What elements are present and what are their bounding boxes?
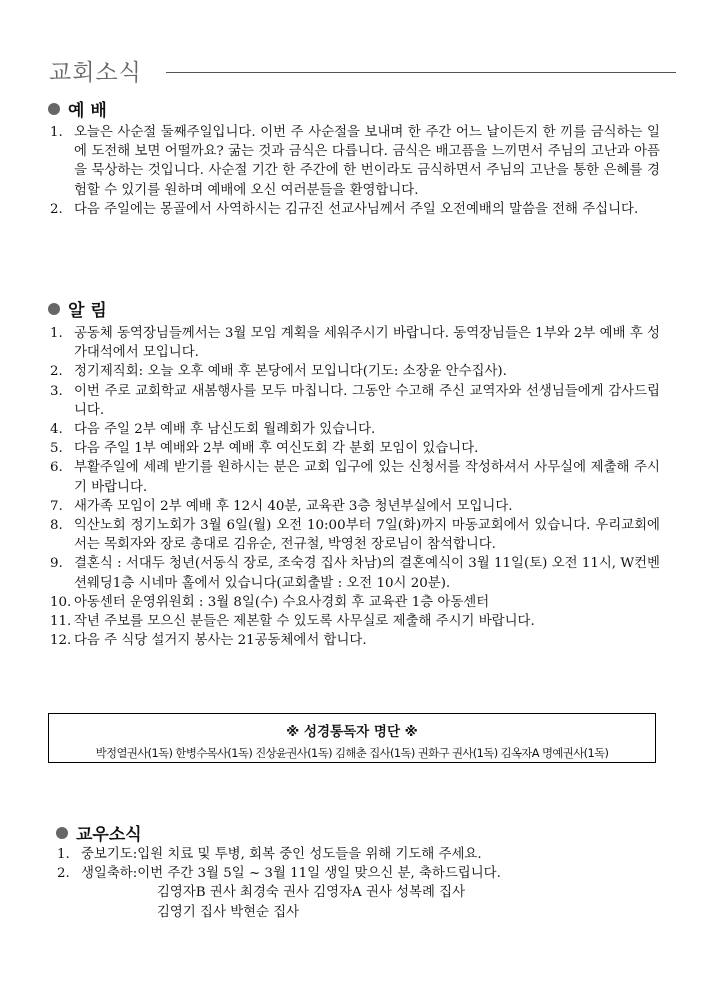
item-text: 이번 주간 3월 5일 ~ 3월 11일 생일 맞으신 분, 축하드립니다.: [137, 866, 501, 882]
list-item: [50, 200, 660, 219]
item-text: 다음 주 식당 설거지 봉사는 21공동체에서 합니다.: [74, 633, 367, 649]
worship-heading: [48, 96, 107, 121]
item-number: 6.: [50, 460, 63, 476]
list-item: [50, 497, 660, 516]
item-text: 작년 주보를 모으신 분들은 제본할 수 있도록 사무실로 제출해 주시기 바랍니다.: [74, 614, 535, 630]
list-item: [57, 845, 657, 864]
bible-reading-box: [48, 713, 656, 763]
list-item: [50, 612, 660, 631]
item-text: 부활주일에 세례 받기를 원하시는 분은 교회 입구에 있는 신청서를 작성하셔서 사무실에 제출해 주시기 바랍니다.: [74, 460, 660, 495]
item-number: 12.: [50, 633, 72, 649]
list-item: [50, 516, 660, 554]
members-news-heading: [56, 820, 142, 845]
title-divider: [166, 72, 676, 73]
notices-heading-label: 알 림: [68, 301, 107, 321]
item-label: 생일축하:: [81, 866, 138, 882]
item-number: 1.: [57, 847, 70, 862]
item-text: 다음 주일 1부 예배와 2부 예배 후 여신도회 각 분회 모임이 있습니다.: [74, 441, 479, 457]
list-item: [57, 864, 657, 883]
item-text: 이번 주로 교회학교 새봄행사를 모두 마칩니다. 그동안 수고해 주신 교역자와 선생님들에게 감사드립니다.: [74, 383, 660, 418]
item-number: 10.: [50, 594, 72, 610]
item-text: 새가족 모임이 2부 예배 후 12시 40분, 교육관 3층 청년부실에서 모입니다.: [74, 498, 513, 514]
item-text: 다음 주일 2부 예배 후 남신도회 월례회가 있습니다.: [74, 422, 376, 438]
item-text: 입원 치료 및 투병, 회복 중인 성도들을 위해 기도해 주세요.: [137, 847, 482, 862]
item-text: 결혼식 : 서대두 청년(서동식 장로, 조숙경 집사 차남)의 결혼예식이 3월 11일(토) 오전 11시, W컨벤션웨딩1층 시네마 홀에서 있습니다(교회출발 : 오전 10시 20분).: [74, 556, 660, 591]
item-label: 중보기도:: [81, 847, 138, 862]
item-number: 8.: [50, 518, 63, 534]
item-text: 다음 주일에는 몽골에서 사역하시는 김규진 선교사님께서 주일 오전예배의 말씀을 전해 주십니다.: [74, 201, 639, 217]
list-item: [50, 631, 660, 650]
item-text: 공동체 동역장님들께서는 3월 모임 계획을 세워주시기 바랍니다. 동역장님들은 1부와 2부 예배 후 성가대석에서 모입니다.: [74, 326, 660, 361]
item-number: 2.: [57, 866, 70, 882]
item-number: 7.: [50, 498, 63, 514]
item-number: 5.: [50, 441, 63, 457]
worship-heading-label: 예 배: [68, 101, 107, 121]
list-item: [50, 439, 660, 458]
bullet-icon: [48, 103, 60, 115]
list-item: [50, 362, 660, 381]
item-number: 3.: [50, 383, 63, 399]
list-item: [50, 420, 660, 439]
item-text: 익산노회 정기노회가 3월 6일(월) 오전 10:00부터 7일(화)까지 마동교회에서 있습니다. 우리교회에서는 목회자와 장로 총대로 김유순, 전규철, 박영천 장로님이 참석합니다.: [74, 518, 660, 553]
worship-list: [50, 123, 660, 219]
list-item: [50, 593, 660, 612]
birthday-names-line: 김영기 집사 박현순 집사: [157, 904, 300, 920]
birthday-names-line: 김영자B 권사 최경숙 권사 김영자A 권사 성복례 집사: [157, 885, 466, 901]
item-number: 9.: [50, 556, 63, 572]
list-item: [50, 382, 660, 420]
bullet-icon: [48, 303, 60, 315]
item-text: 아동센터 운영위원회 : 3월 8일(수) 수요사경회 후 교육관 1층 아동센터: [74, 594, 490, 610]
item-number: 2.: [50, 364, 63, 380]
members-news-heading-label: 교우소식: [76, 825, 142, 845]
item-number: 1.: [50, 326, 63, 341]
bible-reading-names: 박정열권사(1독) 한병수목사(1독) 진상윤권사(1독) 김해춘 집사(1독) 권화구 권사(1독) 김옥자A 명예권사(1독): [95, 746, 609, 760]
list-item: [50, 324, 660, 362]
page-title: 교회소식: [49, 60, 142, 86]
list-item: [50, 458, 660, 496]
bullet-icon: [56, 827, 68, 839]
members-news-list: [57, 845, 657, 922]
notices-list: [50, 324, 660, 650]
item-number: 11.: [50, 614, 72, 630]
item-number: 2.: [50, 201, 63, 217]
notices-heading: [48, 296, 107, 321]
bible-reading-title: ※ 성경통독자 명단 ※: [286, 724, 418, 740]
item-text: 정기제직회: 오늘 오후 예배 후 본당에서 모입니다(기도: 소장윤 안수집사).: [74, 364, 507, 380]
list-item: [50, 123, 660, 200]
item-number: 4.: [50, 422, 63, 438]
list-item: [50, 554, 660, 592]
item-text: 오늘은 사순절 둘째주일입니다. 이번 주 사순절을 보내며 한 주간 어느 날이든지 한 끼를 금식하는 일에 도전해 보면 어떨까요? 굶는 것과 금식은 다릅니다. 금식은 배고픔을 느끼면서 주님의 고난과 아픔을 묵상하는 것입니다. 사순절 기간 한 주간에 한 번이라도 금식하면서 주님의 고난을 통한 은혜를 경험할 수 있기를 원하며 예배에 오신 여러분들을 환영합니다.: [74, 125, 660, 198]
item-number: 1.: [50, 125, 63, 140]
